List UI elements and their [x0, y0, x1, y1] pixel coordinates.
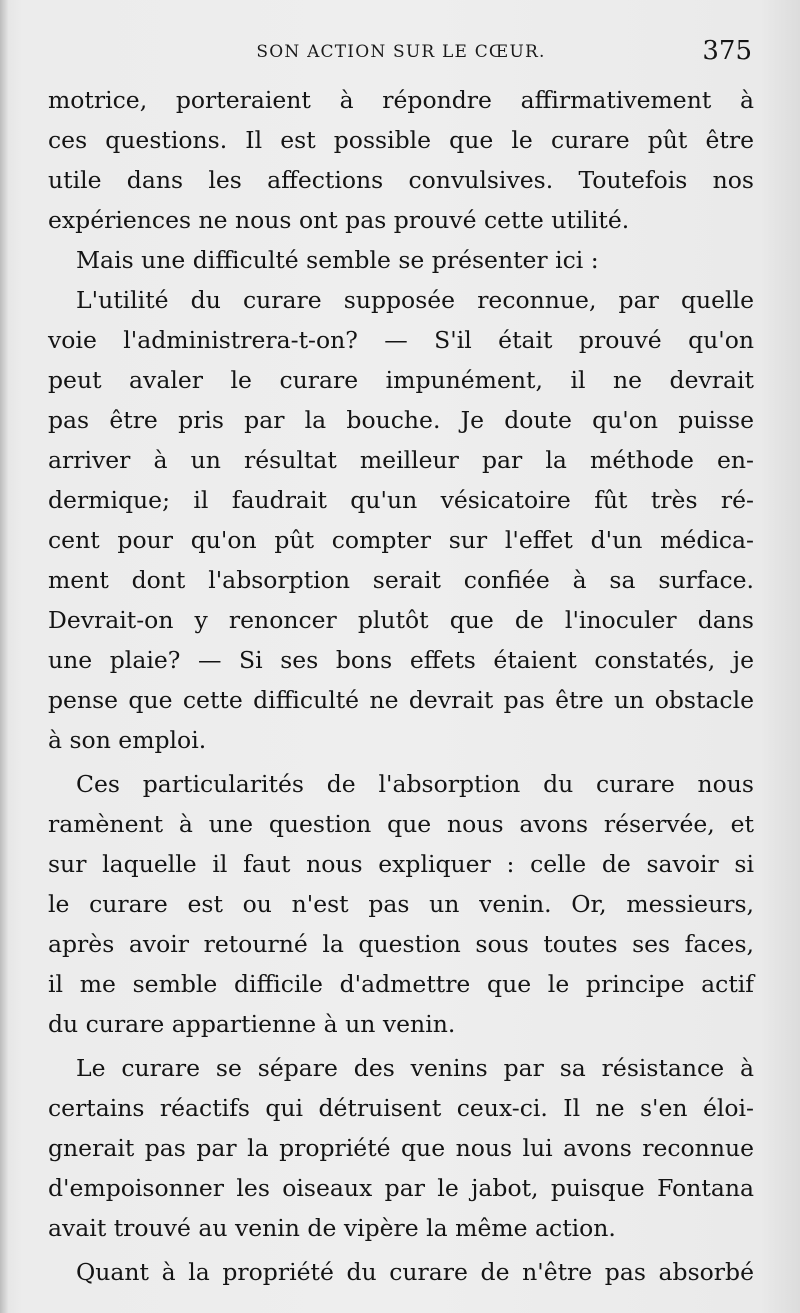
page-binding-edge [0, 0, 8, 1313]
page-number: 375 [702, 36, 752, 66]
text-line: il me semble difficile d'admettre que le principe actif [48, 970, 754, 998]
text-line: cent pour qu'on pût compter sur l'effet d'un médica- [48, 526, 754, 554]
text-line: utile dans les affections convulsives. Toutefois nos [48, 166, 754, 194]
text-line: expériences ne nous ont pas prouvé cette utilité. [48, 206, 630, 234]
text-line: peut avaler le curare impunément, il ne devrait [48, 366, 754, 394]
text-line: dermique; il faudrait qu'un vésicatoire fût très ré- [48, 486, 754, 514]
text-line: voie l'administrera-t-on? — S'il était prouvé qu'on [48, 326, 754, 354]
text-line: avait trouvé au venin de vipère la même action. [48, 1214, 616, 1242]
text-line: arriver à un résultat meilleur par la méthode en- [48, 446, 754, 474]
text-line: Ces particularités de l'absorption du curare nous [76, 770, 754, 798]
text-line: Quant à la propriété du curare de n'être pas absorbé [76, 1258, 754, 1286]
text-line: à son emploi. [48, 726, 207, 754]
text-line: certains réactifs qui détruisent ceux-ci. Il ne s'en éloi- [48, 1094, 754, 1122]
text-line: après avoir retourné la question sous toutes ses faces, [48, 930, 754, 958]
text-line: motrice, porteraient à répondre affirmativement à [48, 86, 754, 114]
text-line: L'utilité du curare supposée reconnue, par quelle [76, 286, 754, 314]
running-head [48, 36, 754, 70]
text-line: une plaie? — Si ses bons effets étaient constatés, je [48, 646, 754, 674]
text-line: pense que cette difficulté ne devrait pas être un obstacle [48, 686, 754, 714]
paragraph [48, 240, 754, 280]
paragraph [48, 280, 754, 760]
text-line: ces questions. Il est possible que le curare pût être [48, 126, 754, 154]
text-line: d'empoisonner les oiseaux par le jabot, puisque Fontana [48, 1174, 754, 1202]
paragraph [48, 1048, 754, 1248]
running-title: SON ACTION SUR LE CŒUR. [256, 42, 546, 62]
paragraph [48, 1252, 754, 1292]
text-line: du curare appartienne à un venin. [48, 1010, 456, 1038]
text-line: le curare est ou n'est pas un venin. Or, messieurs, [48, 890, 754, 918]
text-line: sur laquelle il faut nous expliquer : celle de savoir si [48, 850, 754, 878]
text-line: ramènent à une question que nous avons réservée, et [48, 810, 754, 838]
text-line: Mais une difficulté semble se présenter ici : [76, 246, 599, 274]
text-line: gnerait pas par la propriété que nous lui avons reconnue [48, 1134, 754, 1162]
text-line: Devrait-on y renoncer plutôt que de l'inoculer dans [48, 606, 754, 634]
text-line: pas être pris par la bouche. Je doute qu'on puisse [48, 406, 754, 434]
text-line: Le curare se sépare des venins par sa résistance à [76, 1054, 754, 1082]
body-text [48, 80, 754, 1292]
text-line: ment dont l'absorption serait confiée à sa surface. [48, 566, 754, 594]
paragraph [48, 764, 754, 1044]
paragraph [48, 80, 754, 240]
